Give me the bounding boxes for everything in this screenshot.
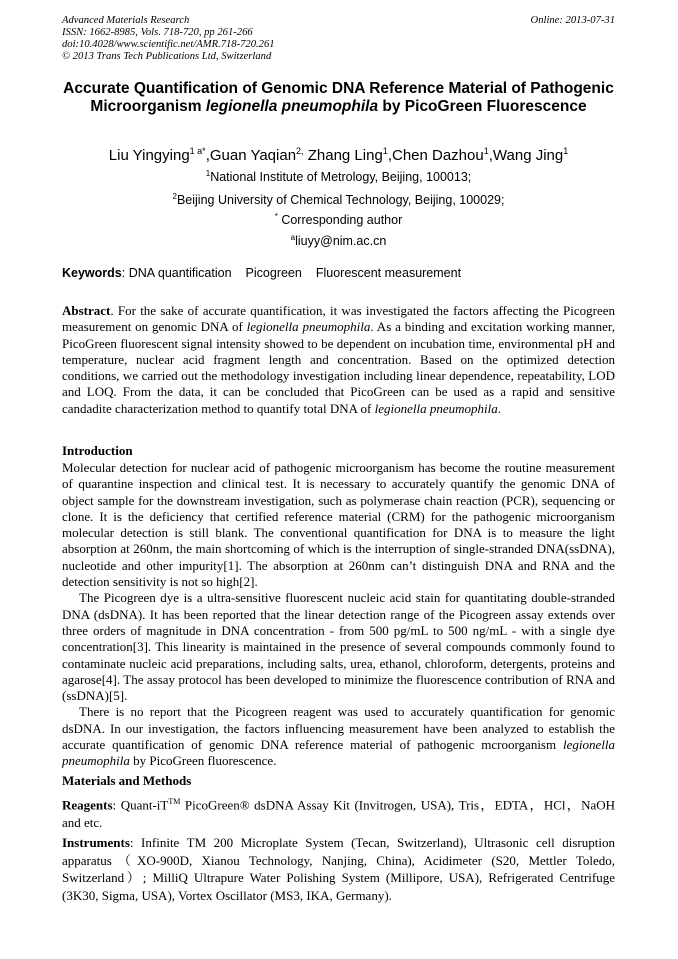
paper-title: Accurate Quantification of Genomic DNA Reference Material of Pathogenic Microorganism legionella pneumophila by PicoGreen Fluorescence [63, 80, 614, 115]
author-list: Liu Yingying$^{1 a*}$,Guan Yaqian$^{2,}$ Zhang Ling$^1$,Chen Dazhou$^1$,Wang Jing$^1$ [108, 146, 569, 164]
instruments-paragraph: Instruments: Infinite TM 200 Microplate System (Tecan, Switzerland), Ultrasonic cell disruption apparatus（XO-900D, Xianou Technology, Nanjing, China), Acidimeter (S20, Mettler Toledo, Switzerland）; MilliQ Ultrapure Water Polishing System (Millipore, USA), Refrigerated Centrifuge (3K30, Sigma, USA), Vortex Oscillator (MS3, IKA, Germany). [62, 835, 615, 903]
reagents-paragraph: Reagents: Quant-iT™ PicoGreen® dsDNA Assay Kit (Invitrogen, USA), Tris，EDTA，HCl，NaOH and etc. [62, 797, 616, 831]
journal-name: Advanced Materials Research [62, 15, 190, 26]
online-date: Online: 2013-07-31 [530, 15, 615, 26]
keyword-item: Picogreen [245, 266, 302, 280]
author-name: Zhang Ling [303, 147, 383, 164]
introduction-body [62, 460, 615, 770]
title-species: legionella pneumophila [205, 98, 379, 115]
corresponding-author: * Corresponding author [274, 212, 403, 228]
author-name: ,Wang Jing [488, 147, 564, 164]
author-name: Liu Yingying [108, 147, 190, 164]
keyword-item: DNA quantification [128, 266, 232, 280]
issn-line: ISSN: 1662-8985, Vols. 718-720, pp 261-266 [62, 27, 253, 38]
affiliation-2: $^2$Beijing University of Chemical Technology, Beijing, 100029; [172, 192, 505, 208]
intro-paragraph-2: The Picogreen dye is a ultra-sensitive fluorescent nucleic acid stain for quantitating double-stranded DNA (dsDNA). It has been reported that the linear detection range of the Picogreen assay extends over three orders of magnitude in DNA concentration - from 500 pg/mL to 500 ng/mL - with a single dye concentration[3]. This linearity is maintained in the presence of several compounds commonly found to contaminate nucleic acid preparations, including salts, urea, ethanol, chloroform, detergents, proteins and agarose[4]. The assay protocol has been developed to minimize the fluorescence contribution of RNA and (ssDNA)[5]. [62, 590, 615, 704]
author-email: $^a$liuyy@nim.ac.cn [290, 233, 387, 249]
keywords-label: Keywords [62, 266, 122, 280]
reagents-label: Reagents [62, 797, 113, 813]
abstract-label: Abstract [62, 303, 111, 318]
intro-paragraph-1: Molecular detection for nuclear acid of pathogenic microorganism has become the routine measurement of quarantine inspection and clinical test. It is necessary to accurately quantify the genomic DNA of object sample for the downstream investigation, such as polymerase chain reaction (PCR), sequencing or clone. It is the deficiency that certified reference material (CRM) for the pathogenic microorganism molecular detection is still blank. The conventional quantification for DNA is to measure the light absorption at 260nm, the main shortcoming of which is the interruption of single-stranded DNA(ssDNA), nucleotide and other impurity[1]. The absorption at 260nm can’t distinguish DNA and RNA and the detection sensitivity is not so high[2]. [62, 460, 615, 590]
copyright-line: © 2013 Trans Tech Publications Ltd, Switzerland [62, 51, 272, 62]
email-link[interactable]: liuyy@nim.ac.cn [295, 234, 387, 249]
journal-header [62, 15, 615, 63]
introduction-heading: Introduction [62, 443, 133, 458]
methods-heading: Materials and Methods [62, 773, 192, 788]
instruments-label: Instruments [62, 835, 130, 850]
author-name: ,Chen Dazhou [387, 147, 484, 164]
intro-paragraph-3: There is no report that the Picogreen reagent was used to accurately quantification for genomic dsDNA. In our investigation, the factors influencing measurement have been analyzed to establish the accurate quantification of genomic DNA reference material of pathogenic mcroorganism legionella pneumophila by PicoGreen fluorescence. [62, 704, 615, 769]
doi-line[interactable]: doi:10.4028/www.scientific.net/AMR.718-720.261 [62, 39, 275, 50]
keyword-item: Fluorescent measurement [315, 266, 462, 280]
affiliation-1: $^1$National Institute of Metrology, Beijing, 100013; [205, 169, 472, 185]
keywords: Keywords: DNA quantification Picogreen Fluorescent measurement [62, 266, 462, 280]
author-name: ,Guan Yaqian [205, 147, 297, 164]
abstract: Abstract. For the sake of accurate quantification, it was investigated the factors affecting the Picogreen measurement on genomic DNA of legionella pneumophila. As a binding and excitation working manner, PicoGreen fluorescent signal intensity showed to be dependent on incubation time, environmental pH and temperature, nuclear acid fragment length and concentration. Based on the optimized detection conditions, we carried out the methodology investigation including linear dependence, repeatability, LOD and LOQ. From the data, it can be concluded that PicoGreen can be used as a rapid and sensitive candadite characterization method to quantify total DNA of legionella pneumophila. [62, 303, 615, 416]
